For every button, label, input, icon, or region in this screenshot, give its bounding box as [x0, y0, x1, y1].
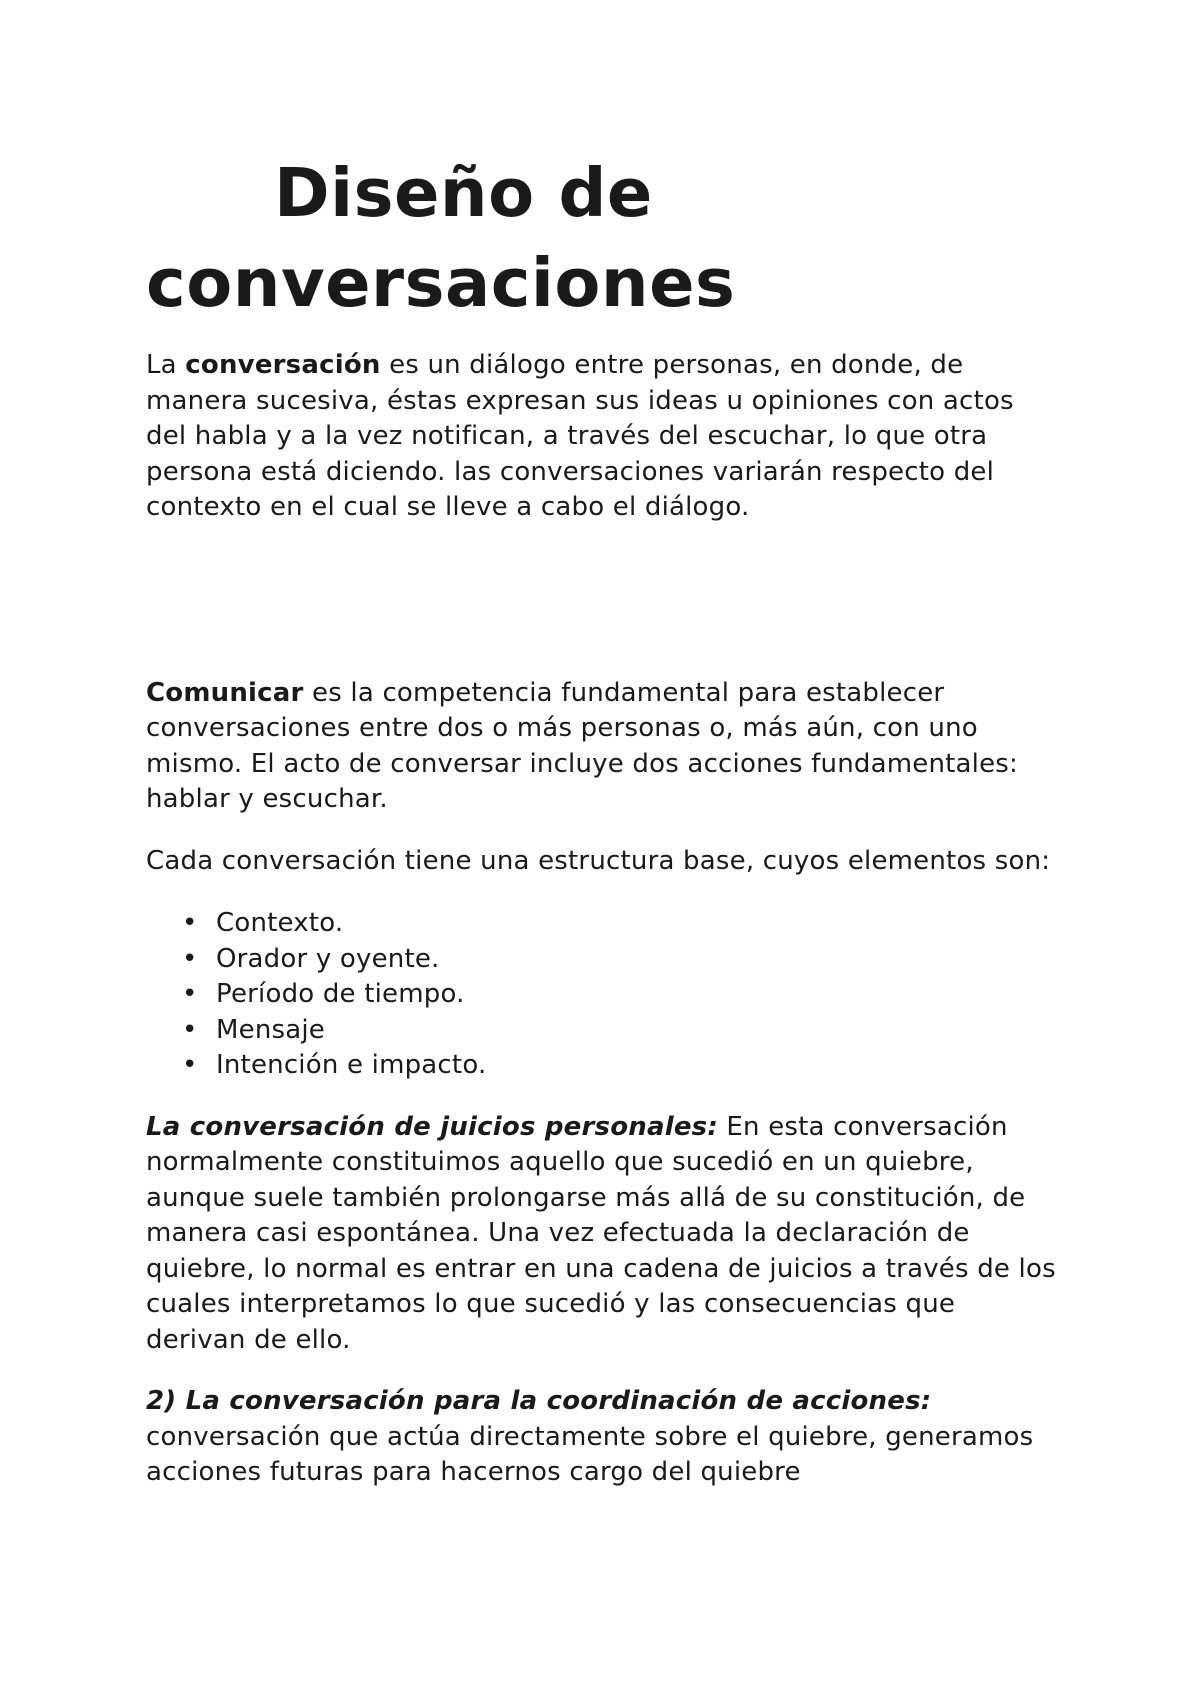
intro-prefix: La	[146, 350, 186, 380]
document-title	[146, 148, 1062, 328]
estructura-paragraph: Cada conversación tiene una estructura base, cuyos elementos son:	[146, 845, 1051, 876]
coordinacion-paragraph	[146, 1384, 1062, 1491]
title-line-2: conversaciones	[146, 244, 736, 322]
bullet-icon: •	[182, 943, 198, 974]
intro-paragraph	[146, 348, 1062, 526]
coordinacion-text: conversación que actúa directamente sobre el quiebre, generamos acciones futuras para hacernos cargo del quiebre	[146, 1421, 1034, 1487]
bullet-icon: •	[182, 1050, 198, 1080]
elements-list	[146, 906, 1062, 1084]
list-item-text: Intención e impacto.	[216, 1050, 487, 1080]
title-line-1: Diseño de	[274, 154, 653, 232]
list-item	[184, 1013, 1062, 1049]
list-item-text: Contexto.	[216, 908, 344, 938]
juicios-paragraph	[146, 1110, 1062, 1359]
list-item	[184, 942, 1062, 978]
juicios-text: En esta conversación normalmente constituimos aquello que sucedió en un quiebre, aunque suele también prolongarse más allá de su constitución, de manera casi espontánea. Una vez efectuada la declaración de quiebre, lo normal es entrar en una cadena de juicios a través de los cuales interpretamos lo que sucedió y las consecuencias que derivan de ello.	[146, 1111, 1056, 1355]
coordinacion-heading: 2) La conversación para la coordinación de acciones:	[146, 1386, 932, 1416]
bullet-icon: •	[182, 979, 198, 1009]
comunicar-bold-term: Comunicar	[146, 677, 304, 708]
list-item	[184, 906, 1062, 942]
comunicar-text: es la competencia fundamental para establecer conversaciones entre dos o más personas o, más aún, con uno mismo. El acto de conversar incluye dos acciones fundamentales: hablar y escuchar.	[146, 677, 1018, 814]
document-page	[146, 148, 1062, 1491]
intro-text: es un diálogo entre personas, en donde, de manera sucesiva, éstas expresan sus ideas u opiniones con actos del habla y a la vez notifican, a través del escuchar, lo que otra persona está diciendo. las conversaciones variarán respecto del contexto en el cual se lleve a cabo el diálogo.	[146, 350, 1014, 522]
list-item	[184, 977, 1062, 1013]
bullet-icon: •	[182, 908, 198, 938]
list-item-text: Mensaje	[216, 1014, 326, 1045]
comunicar-paragraph	[146, 676, 1062, 818]
intro-bold-term: conversación	[185, 350, 381, 380]
juicios-heading: La conversación de juicios personales:	[146, 1111, 718, 1142]
list-item-text: Período de tiempo.	[216, 979, 465, 1009]
list-item-text: Orador y oyente.	[216, 943, 440, 974]
list-item	[184, 1048, 1062, 1084]
bullet-icon: •	[182, 1014, 198, 1045]
